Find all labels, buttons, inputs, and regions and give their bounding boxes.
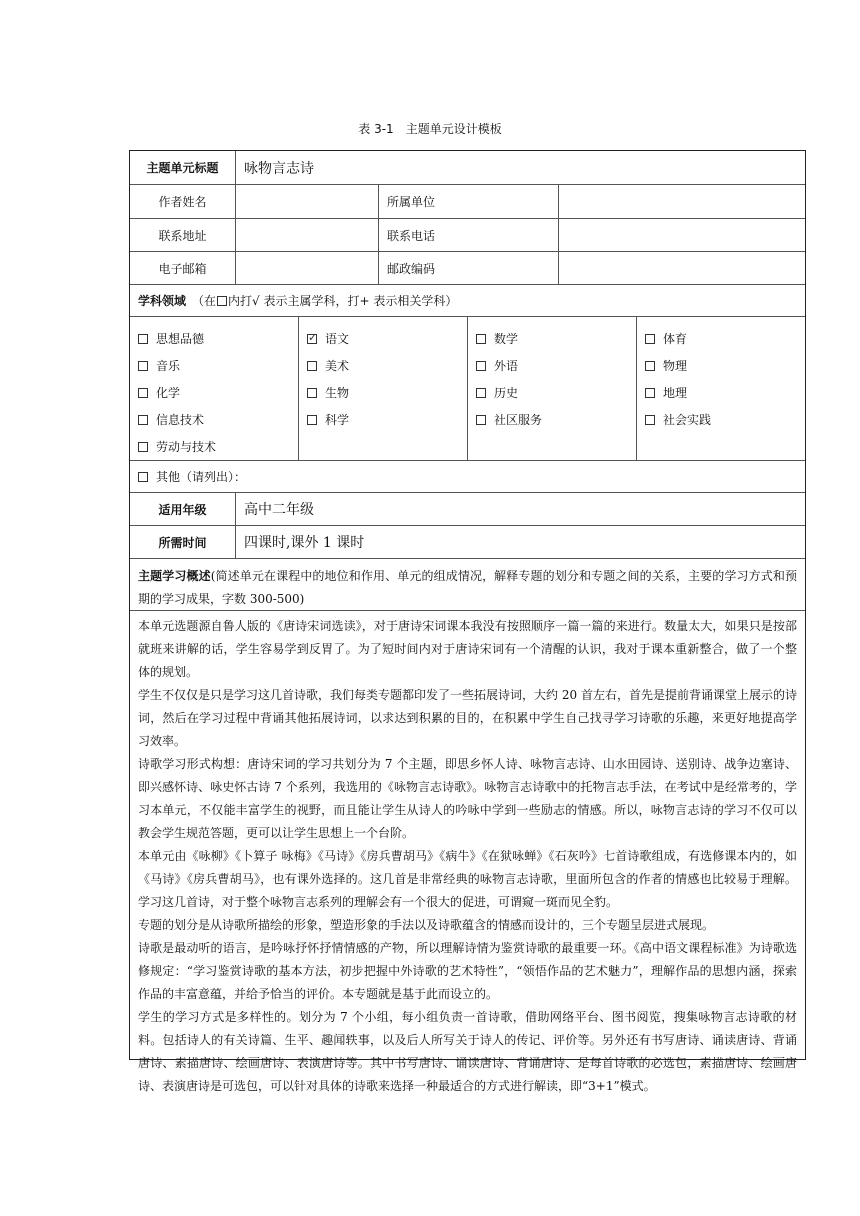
subject-option[interactable] — [138, 379, 290, 406]
unit-field[interactable] — [559, 185, 805, 218]
subject-name: 音乐 — [156, 359, 181, 373]
checkbox-icon[interactable] — [138, 361, 148, 371]
overview-paragraph: 本单元选题源自鲁人版的《唐诗宋词选读》，对于唐诗宋词课本我没有按照顺序一篇一篇的来进行。数量太大，如果只是按部就班来讲解的话，学生容易学到反胃了。为了短时间内对于唐诗宋词有一个清醒的认识，我对于课本重新整合，做了一个整体的规划。 — [138, 619, 797, 679]
title-label: 主题单元标题 — [130, 151, 236, 184]
address-label: 联系地址 — [130, 219, 236, 251]
overview-paragraph: 学生不仅仅是只是学习这几首诗歌，我们每类专题都印发了一些拓展诗词，大约 20 首左右，首先是提前背诵课堂上展示的诗词，然后在学习过程中背诵其他拓展诗词，以求达到积累的目的，在积累中学生自己找寻学习诗歌的乐趣，来更好地提高学习效率。 — [138, 688, 797, 748]
postcode-field[interactable] — [559, 252, 805, 284]
author-name-field[interactable] — [236, 185, 379, 218]
info-row — [130, 219, 805, 252]
phone-label: 联系电话 — [379, 219, 559, 251]
time-label: 所需时间 — [130, 526, 236, 558]
subject-column — [637, 317, 805, 460]
subject-option[interactable] — [307, 352, 459, 379]
checkbox-icon[interactable] — [476, 334, 486, 344]
overview-body[interactable] — [130, 611, 805, 1093]
subject-option[interactable] — [138, 433, 290, 460]
overview-paragraph: 诗歌学习形式构想：唐诗宋词的学习共划分为 7 个主题，即思乡怀人诗、咏物言志诗、山水田园诗、送别诗、战争边塞诗、即兴感怀诗、咏史怀古诗 7 个系列，我选用的《咏物言志诗歌》。咏物言志诗歌中的托物言志手法，在考试中是经常考的，学习本单元，不仅能丰富学生的视野，而且能让学生从诗人的吟咏中学到一些励志的情感。所以，咏物言志诗的学习不仅可以教会学生规范答题，更可以让学生思想上一个台阶。 — [138, 757, 797, 840]
unit-label: 所属单位 — [379, 185, 559, 218]
checkbox-icon[interactable] — [645, 361, 655, 371]
subject-option[interactable] — [307, 379, 459, 406]
subject-option[interactable] — [476, 325, 628, 352]
time-value[interactable]: 四课时,课外 1 课时 — [244, 535, 365, 551]
other-subject[interactable] — [130, 461, 805, 492]
subject-option[interactable] — [645, 406, 797, 433]
subject-name: 社区服务 — [494, 413, 543, 427]
subject-column — [130, 317, 299, 460]
other-label: 其他（请列出）： — [156, 470, 247, 484]
author-name-label: 作者姓名 — [130, 185, 236, 218]
table-caption: 表 3-1 主题单元设计模板 — [358, 122, 502, 136]
overview-paragraph: 诗歌是最动听的语言，是吟咏抒怀抒情情感的产物，所以理解诗情为鉴赏诗歌的最重要一环。《高中语文课程标准》为诗歌选修规定：“学习鉴赏诗歌的基本方法，初步把握中外诗歌的艺术特性”，“领悟作品的艺术魅力”，理解作品的思想内涵，探索作品的丰富意蕴，并给予恰当的评价。本专题就是基于此而设立的。 — [138, 941, 797, 1001]
subject-header — [130, 285, 805, 316]
checkbox-icon[interactable] — [138, 334, 148, 344]
overview-paragraph: 本单元由《咏柳》《卜算子 咏梅》《马诗》《房兵曹胡马》《病牛》《在狱咏蝉》《石灰吟》七首诗歌组成，有选修课本内的，如《马诗》《房兵曹胡马》，也有课外选择的。这几首是非常经典的咏物言志诗歌，里面所包含的作者的情感也比较易于理解。学习这几首诗，对于整个咏物言志系列的理解会有一个很大的促进，可谓窥一斑而见全豹。 — [138, 849, 797, 909]
subject-name: 美术 — [325, 359, 350, 373]
subject-option[interactable] — [307, 325, 459, 352]
overview-label: 主题学习概述 — [138, 569, 211, 583]
subject-name: 劳动与技术 — [156, 440, 217, 454]
checkbox-icon[interactable] — [645, 388, 655, 398]
subject-name: 体育 — [663, 332, 688, 346]
subject-option[interactable] — [476, 379, 628, 406]
subject-header-note-b: 内打√ 表示主属学科，打+ 表示相关学科） — [228, 294, 458, 308]
grade-value[interactable]: 高中二年级 — [244, 502, 314, 518]
subject-option[interactable] — [138, 352, 290, 379]
checkbox-checked-icon[interactable] — [307, 334, 317, 344]
email-field[interactable] — [236, 252, 379, 284]
subject-name: 历史 — [494, 386, 519, 400]
subject-option[interactable] — [307, 406, 459, 433]
title-value[interactable]: 咏物言志诗 — [244, 160, 314, 177]
checkbox-icon[interactable] — [307, 388, 317, 398]
subject-column — [299, 317, 468, 460]
subject-option[interactable] — [476, 352, 628, 379]
subject-name: 物理 — [663, 359, 688, 373]
overview-paragraph: 专题的划分是从诗歌所描绘的形象，塑造形象的手法以及诗歌蕴含的情感而设计的，三个专题呈层进式展现。 — [138, 918, 715, 932]
time-row — [130, 526, 805, 559]
info-row — [130, 185, 805, 219]
postcode-label: 邮政编码 — [379, 252, 559, 284]
subject-option[interactable] — [138, 406, 290, 433]
subject-option[interactable] — [645, 352, 797, 379]
info-row — [130, 252, 805, 285]
subject-name: 语文 — [325, 332, 350, 346]
other-row — [130, 461, 805, 493]
overview-paragraph: 学生的学习方式是多样性的。划分为 7 个小组，每小组负责一首诗歌，借助网络平台、图书阅览，搜集咏物言志诗歌的材料。包括诗人的有关诗篇、生平、趣闻轶事，以及后人所写关于诗人的传记、评价等。另外还有书写唐诗、诵读唐诗、背诵唐诗、素描唐诗、绘画唐诗、表演唐诗等。其中书写唐诗、诵读唐诗、背诵唐诗、是每首诗歌的必选包，素描唐诗、绘画唐诗、表演唐诗是可选包，可以针对具体的诗歌来选择一种最适合的方式进行解读，即“3+1”模式。 — [138, 1010, 797, 1093]
subject-header-note-a: （在 — [192, 294, 217, 308]
overview-header — [130, 559, 805, 610]
overview-body-row — [130, 611, 805, 1093]
email-label: 电子邮箱 — [130, 252, 236, 284]
checkbox-icon[interactable] — [138, 388, 148, 398]
unit-design-table — [129, 150, 806, 1093]
checkbox-icon[interactable] — [307, 361, 317, 371]
subject-header-label: 学科领域 — [138, 294, 187, 308]
checkbox-icon[interactable] — [476, 361, 486, 371]
subject-option[interactable] — [645, 379, 797, 406]
subject-option[interactable] — [645, 325, 797, 352]
checkbox-icon[interactable] — [307, 415, 317, 425]
subject-name: 科学 — [325, 413, 350, 427]
address-field[interactable] — [236, 219, 379, 251]
title-row — [130, 151, 805, 185]
subject-grid — [130, 317, 805, 461]
subject-name: 数学 — [494, 332, 519, 346]
subject-name: 地理 — [663, 386, 688, 400]
subject-name: 外语 — [494, 359, 519, 373]
subject-name: 社会实践 — [663, 413, 712, 427]
checkbox-icon[interactable] — [476, 388, 486, 398]
subject-option[interactable] — [476, 406, 628, 433]
checkbox-icon[interactable] — [645, 415, 655, 425]
checkbox-icon — [217, 296, 227, 306]
grade-row — [130, 493, 805, 526]
subject-name: 信息技术 — [156, 413, 205, 427]
phone-field[interactable] — [559, 219, 805, 251]
subject-column — [468, 317, 637, 460]
subject-name: 思想品德 — [156, 332, 205, 346]
subject-option[interactable] — [138, 325, 290, 352]
subject-name: 化学 — [156, 386, 181, 400]
subject-header-row — [130, 285, 805, 317]
checkbox-icon[interactable] — [138, 415, 148, 425]
checkbox-icon[interactable] — [476, 415, 486, 425]
checkbox-icon[interactable] — [138, 442, 148, 452]
subject-name: 生物 — [325, 386, 350, 400]
overview-desc: (简述单元在课程中的地位和作用、单元的组成情况，解释专题的划分和专题之间的关系，主要的学习方式和预期的学习成果，字数 300-500) — [138, 569, 797, 606]
grade-label: 适用年级 — [130, 493, 236, 525]
overview-header-row — [130, 559, 805, 611]
checkbox-icon[interactable] — [645, 334, 655, 344]
checkbox-icon[interactable] — [138, 472, 148, 482]
